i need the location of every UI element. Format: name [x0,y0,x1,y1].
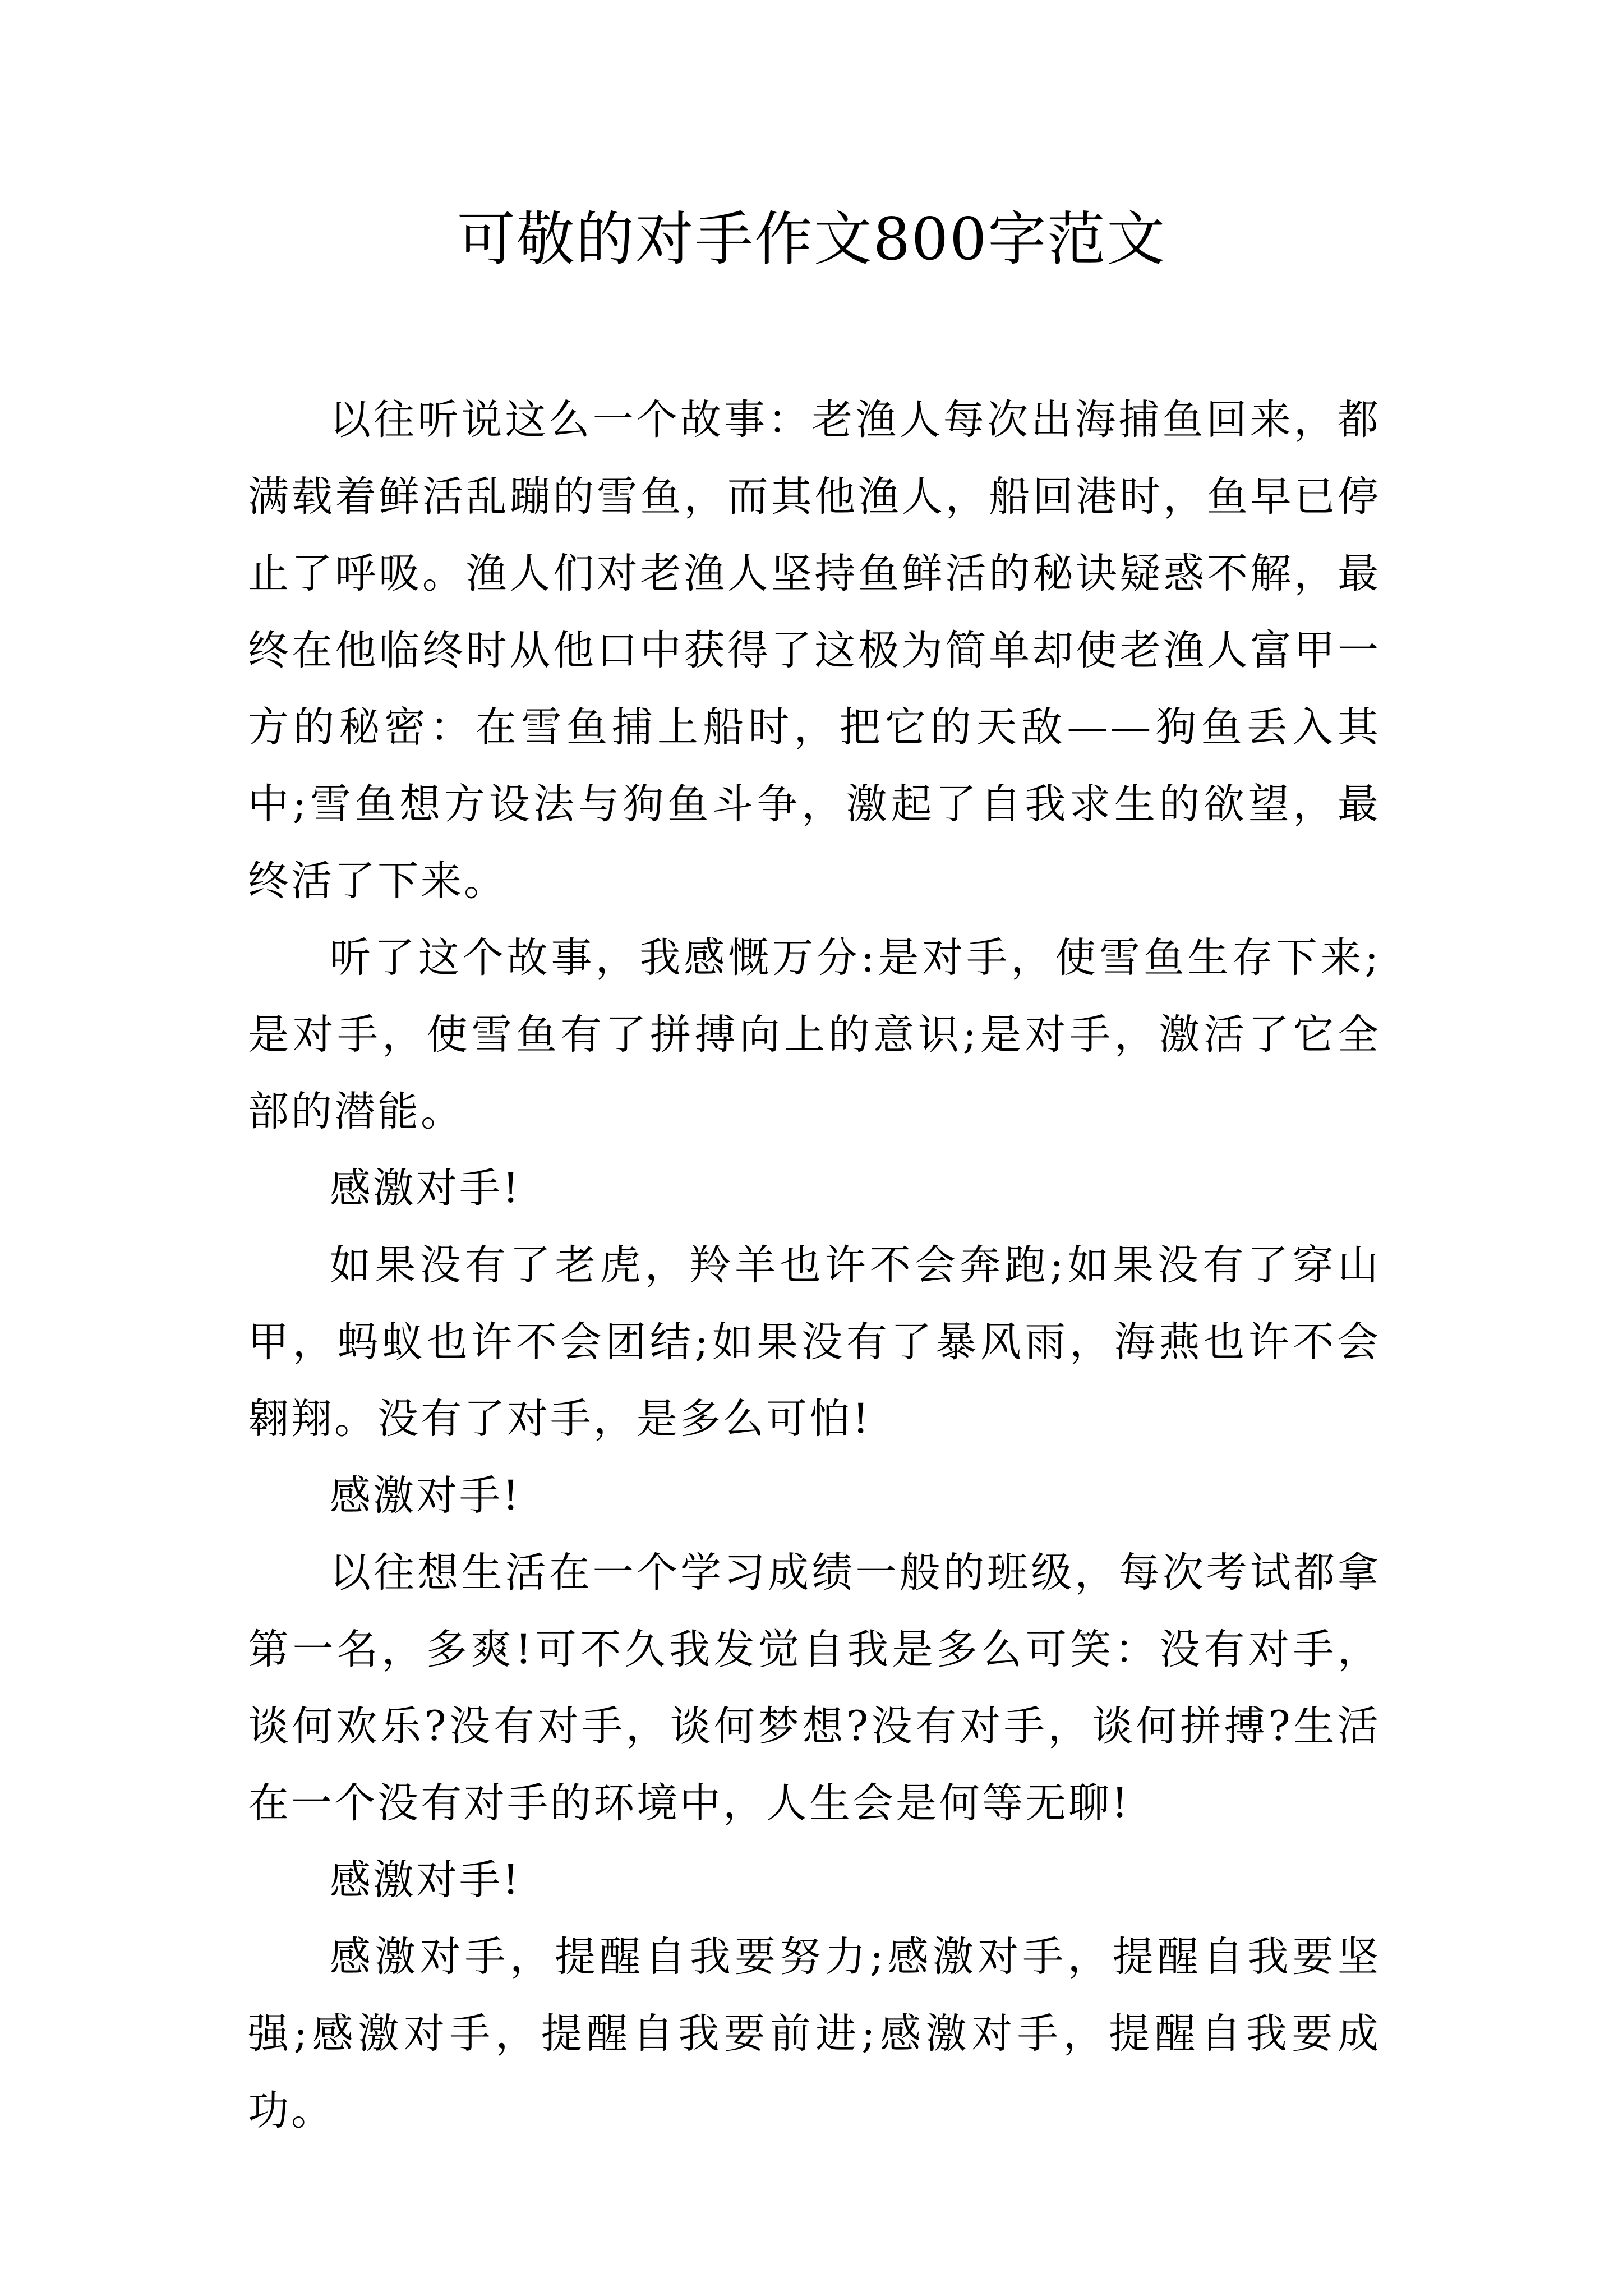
document-body [248,381,1381,2149]
paragraph: 听了这个故事，我感慨万分:是对手，使雪鱼生存下来;是对手，使雪鱼有了拼搏向上的意识;是对手，激活了它全部的潜能。 [248,934,1381,1135]
paragraph: 感激对手! [330,1856,522,1904]
paragraph: 以往想生活在一个学习成绩一般的班级，每次考试都拿第一名，多爽!可不久我发觉自我是多么可笑：没有对手，谈何欢乐?没有对手，谈何梦想?没有对手，谈何拼搏?生活在一个没有对手的环境中，人生会是何等无聊! [248,1549,1381,1827]
paragraph: 感激对手! [330,1472,522,1520]
paragraph: 感激对手! [330,1165,522,1212]
paragraph: 感激对手，提醒自我要努力;感激对手，提醒自我要坚强;感激对手，提醒自我要前进;感激对手，提醒自我要成功。 [248,1933,1381,2134]
document-title: 可敬的对手作文800字范文 [457,205,1166,273]
paragraph: 如果没有了老虎，羚羊也许不会奔跑;如果没有了穿山甲，蚂蚁也许不会团结;如果没有了暴风雨，海燕也许不会翱翔。没有了对手，是多么可怕! [248,1241,1381,1443]
paragraph: 以往听说这么一个故事：老渔人每次出海捕鱼回来，都满载着鲜活乱蹦的雪鱼，而其他渔人，船回港时，鱼早已停止了呼吸。渔人们对老渔人坚持鱼鲜活的秘诀疑惑不解，最终在他临终时从他口中获得了这极为简单却使老渔人富甲一方的秘密：在雪鱼捕上船时，把它的天敌——狗鱼丢入其中;雪鱼想方设法与狗鱼斗争，激起了自我求生的欲望，最终活了下来。 [248,396,1381,905]
